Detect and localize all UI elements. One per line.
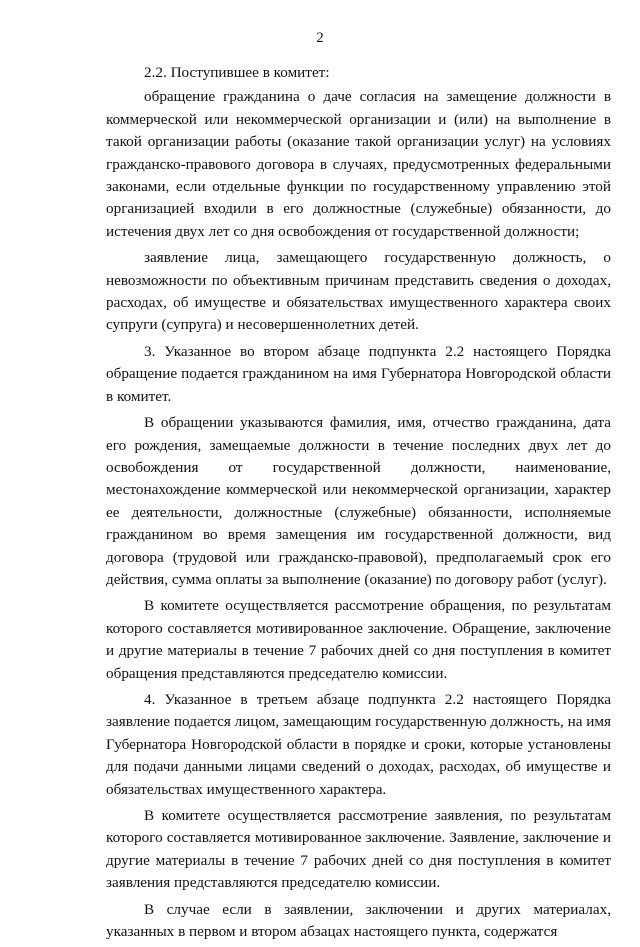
paragraph-statement-review: В комитете осуществляется рассмотрение заявления, по результатам которого составляется мотивированное заключение. Заявление, заключение и другие материалы в течение 7 рабочих дней со дня поступления в комитет заявления представляются председателю комиссии. [106, 807, 611, 892]
paragraph-statement-definition: заявление лица, замещающего государственную должность, о невозможности по объективным причинам представить сведения о доходах, расходах, об имуществе и обязательствах имущественного характера своих супруги (супруга) и несовершеннолетних детей. [106, 249, 611, 334]
paragraph-2-2-heading: 2.2. Поступившее в комитет: [144, 64, 330, 81]
paragraph-appeal-contents: В обращении указываются фамилия, имя, отчество гражданина, дата его рождения, замещаемые должности в течение последних двух лет до освобождения от государственной должности, наименование, местонахождение коммерческой или некоммерческой организации, характер ее деятельности, должностные (служебные) обязанности, исполняемые гражданином во время замещения им государственной должности, вид договора (трудовой или гражданско-правовой), предполагаемый срок его действия, сумма оплаты за выполнение (оказание) по договору работ (услуг). [106, 414, 611, 588]
page-number: 2 [316, 30, 324, 46]
paragraph-item-3: 3. Указанное во втором абзаце подпункта 2.2 настоящего Порядка обращение подается гражданином на имя Губернатора Новгородской области в комитет. [106, 342, 611, 405]
paragraph-appeal-definition: обращение гражданина о даче согласия на замещение должности в коммерческой или некоммерческой организации и (или) на выполнение в такой организации работы (оказание такой организации услуг) на условиях гражданско-правового договора в случаях, предусмотренных федеральными законами, если отдельные функции по государственному управлению этой организацией входили в его должностные (служебные) обязанности, до истечения двух лет со дня освобождения от государственной должности; [106, 88, 611, 240]
paragraph-appeal-review: В комитете осуществляется рассмотрение обращения, по результатам которого составляется мотивированное заключение. Обращение, заключение и другие материалы в течение 7 рабочих дней со дня поступления в комитет обращения представляются председателю комиссии. [106, 597, 611, 682]
paragraph-item-4: 4. Указанное в третьем абзаце подпункта 2.2 настоящего Порядка заявление подается лицом, замещающим государственную должность, на имя Губернатора Новгородской области в порядке и сроки, которые установлены для подачи данными лицами сведений о доходах, расходах, об имуществе и обязательствах имущественного характера. [106, 690, 611, 798]
document-body [106, 62, 611, 947]
paragraph-case-continuation: В случае если в заявлении, заключении и других материалах, указанных в первом и втором абзацах настоящего пункта, содержатся [106, 900, 611, 941]
